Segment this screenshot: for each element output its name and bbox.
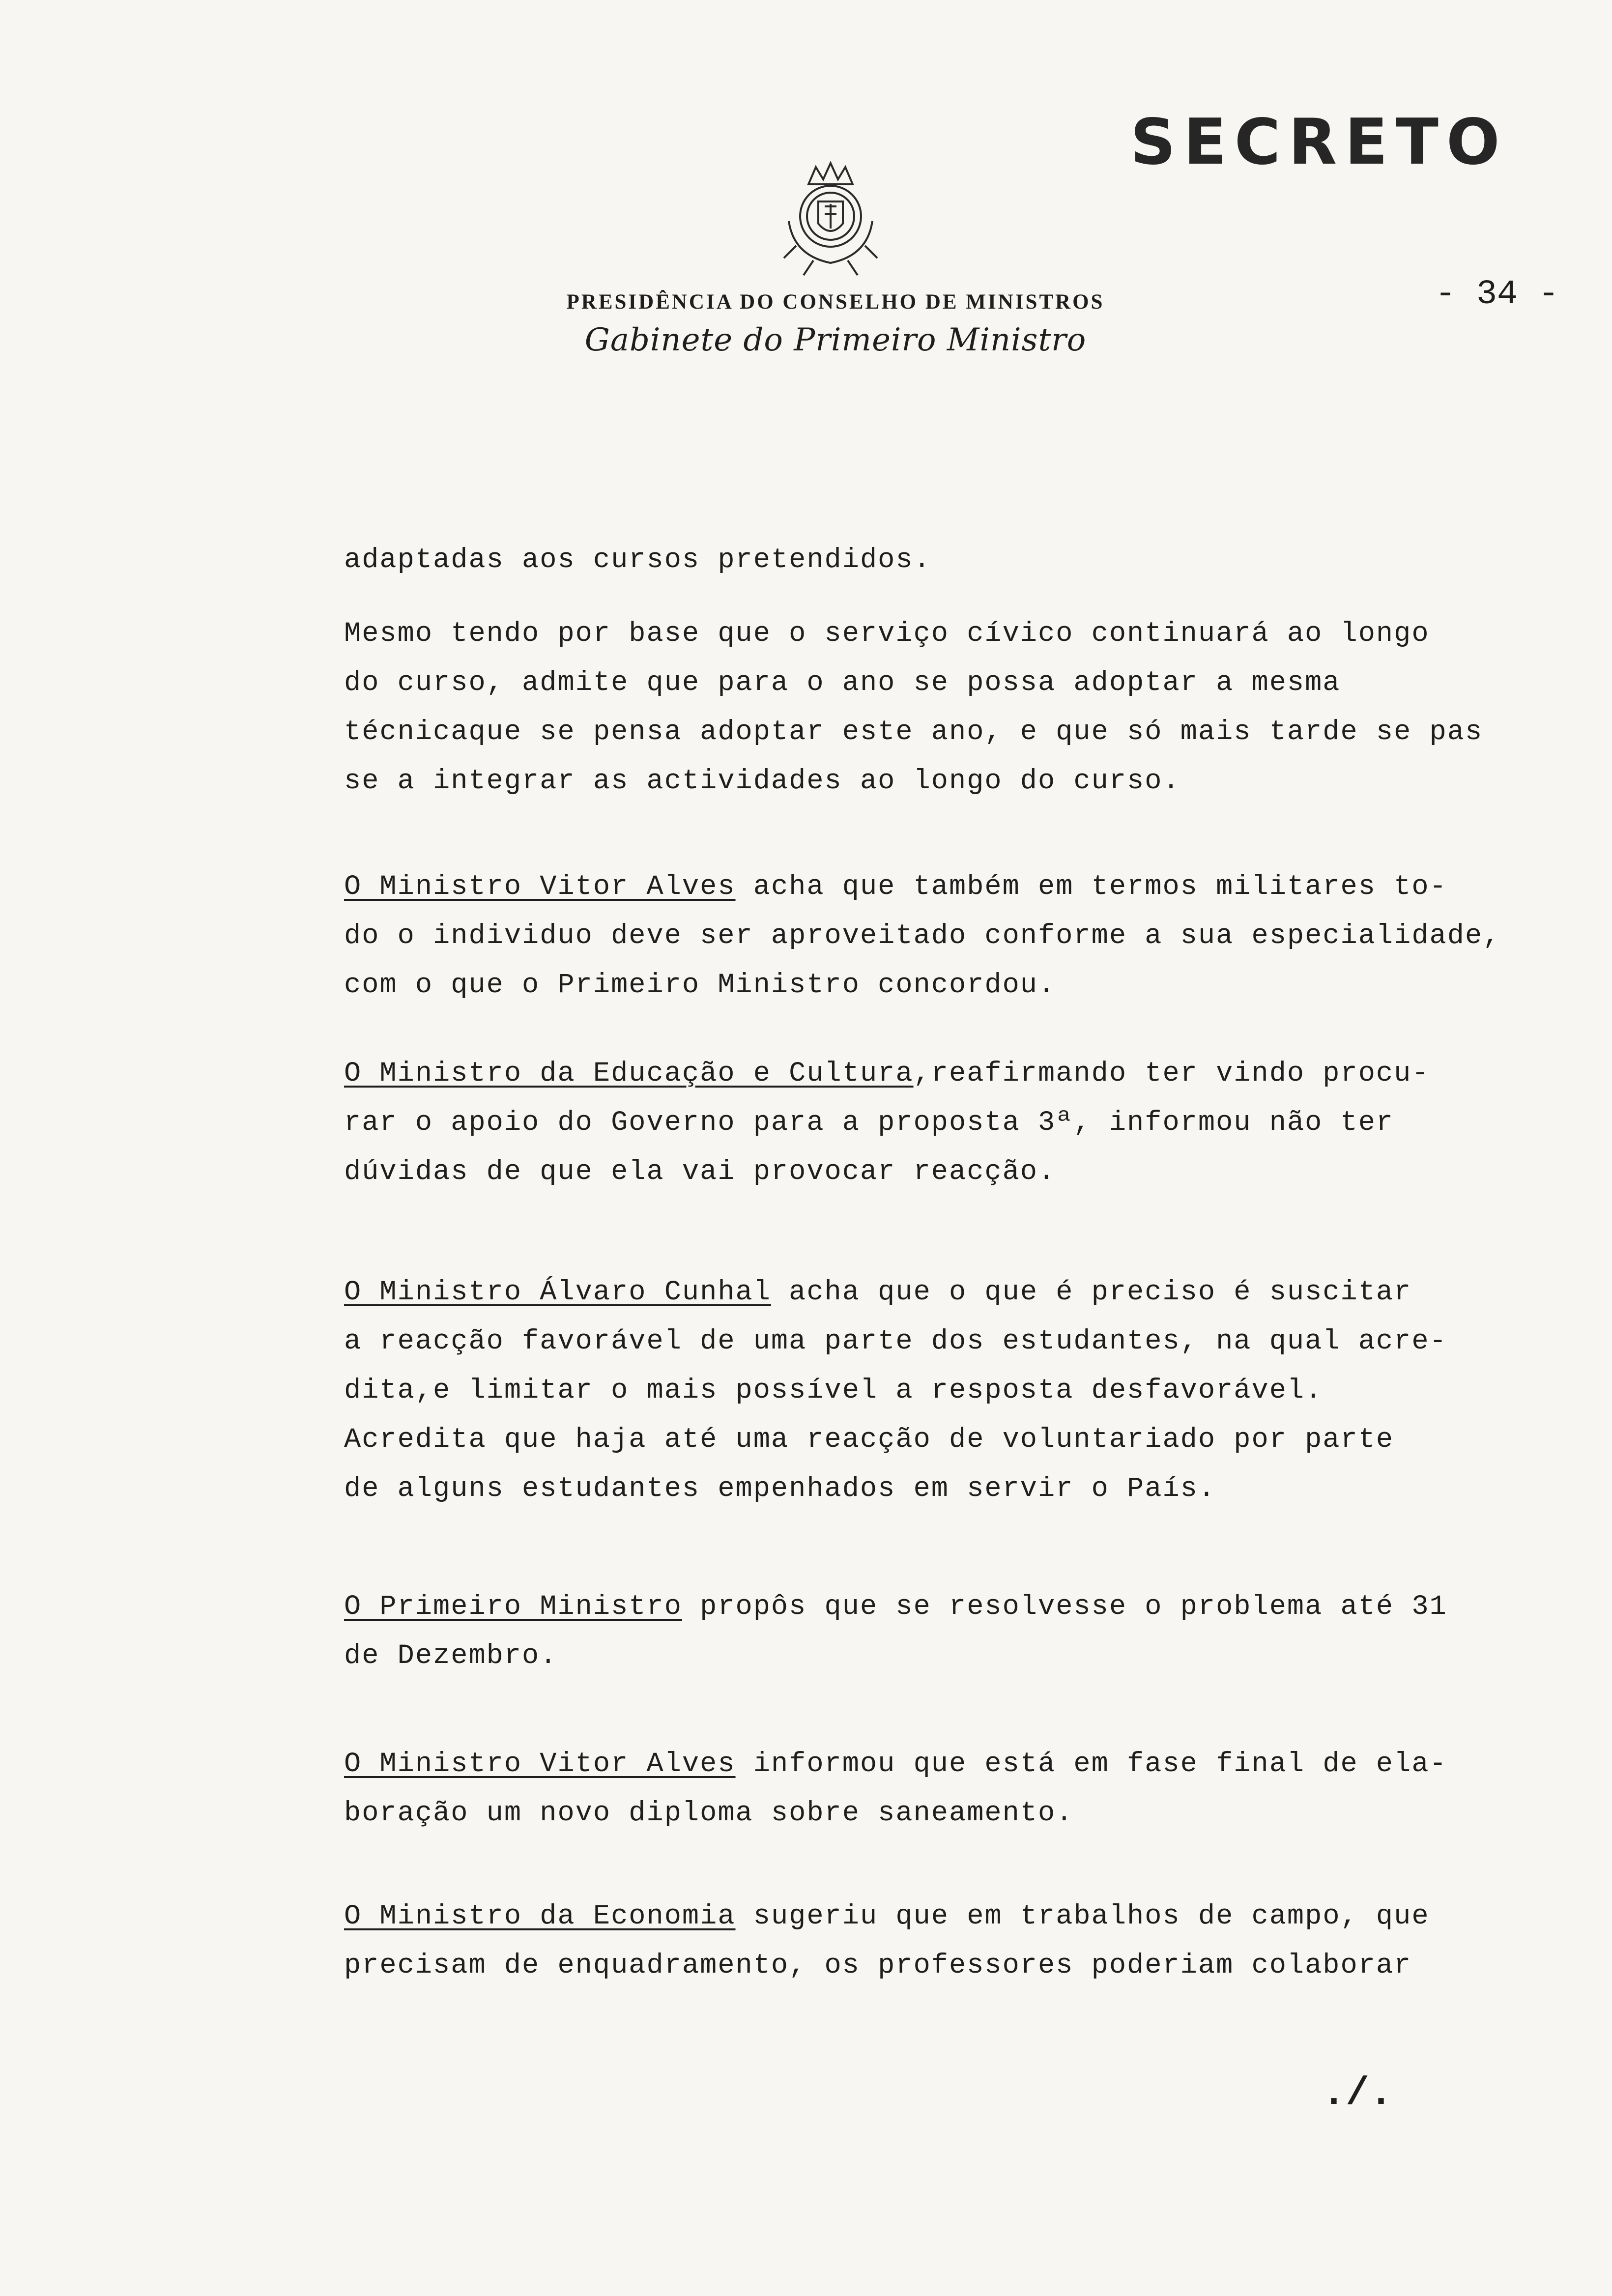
line-rest: acha que também em termos militares to- bbox=[735, 871, 1447, 903]
speaker-name: O Ministro Vitor Alves bbox=[344, 871, 736, 903]
text-line: boração um novo diploma sobre saneamento. bbox=[344, 1798, 1074, 1829]
paragraph-1 bbox=[344, 536, 1504, 585]
text-line: com o que o Primeiro Ministro concordou. bbox=[344, 970, 1056, 1001]
coat-of-arms-icon bbox=[774, 157, 887, 280]
text-line: técnicaque se pensa adoptar este ano, e que só mais tarde se pas bbox=[344, 717, 1483, 748]
speaker-name: O Ministro Vitor Alves bbox=[344, 1749, 736, 1780]
line-rest: acha que o que é preciso é suscitar bbox=[771, 1277, 1412, 1308]
line-rest: propôs que se resolvesse o problema até 31 bbox=[682, 1591, 1447, 1623]
speaker-name: O Ministro Álvaro Cunhal bbox=[344, 1277, 771, 1308]
text-line: adaptadas aos cursos pretendidos. bbox=[344, 545, 931, 576]
text-line: do curso, admite que para o ano se possa adoptar a mesma bbox=[344, 667, 1341, 699]
text-line bbox=[344, 1582, 1504, 1632]
speaker-name: O Ministro da Educação e Cultura bbox=[344, 1058, 914, 1090]
text-line: precisam de enquadramento, os professores poderiam colaborar bbox=[344, 1950, 1412, 1981]
paragraph-4 bbox=[344, 1049, 1504, 1197]
line-rest: informou que está em fase final de ela- bbox=[735, 1749, 1447, 1780]
letterhead-office: PRESIDÊNCIA DO CONSELHO DE MINISTROS bbox=[566, 290, 1105, 314]
continuation-mark: ./. bbox=[1322, 2071, 1393, 2116]
line-rest: sugeriu que em trabalhos de campo, que bbox=[735, 1901, 1430, 1932]
letterhead-subtitle: Gabinete do Primeiro Ministro bbox=[584, 322, 1087, 358]
text-line bbox=[344, 1740, 1504, 1789]
text-line: se a integrar as actividades ao longo do curso. bbox=[344, 766, 1180, 797]
page-number: - 34 - bbox=[1435, 275, 1559, 314]
paragraph-3 bbox=[344, 862, 1504, 1010]
paragraph-6 bbox=[344, 1582, 1504, 1681]
classification-stamp: SECRETO bbox=[1130, 106, 1508, 179]
text-line: Mesmo tendo por base que o serviço cívico continuará ao longo bbox=[344, 618, 1430, 650]
speaker-name: O Primeiro Ministro bbox=[344, 1591, 682, 1623]
text-line: de Dezembro. bbox=[344, 1640, 558, 1672]
text-line bbox=[344, 1268, 1504, 1317]
text-line bbox=[344, 862, 1504, 912]
text-line: Acredita que haja até uma reacção de voluntariado por parte bbox=[344, 1424, 1394, 1456]
paragraph-5 bbox=[344, 1268, 1504, 1514]
speaker-name: O Ministro da Economia bbox=[344, 1901, 736, 1932]
text-line: de alguns estudantes empenhados em servir o País. bbox=[344, 1473, 1216, 1505]
line-rest: ,reafirmando ter vindo procu- bbox=[913, 1058, 1430, 1090]
paragraph-8 bbox=[344, 1892, 1504, 1990]
paragraph-2 bbox=[344, 609, 1504, 806]
text-line: rar o apoio do Governo para a proposta 3ª, informou não ter bbox=[344, 1107, 1394, 1139]
text-line: dúvidas de que ela vai provocar reacção. bbox=[344, 1156, 1056, 1188]
text-line: dita,e limitar o mais possível a resposta desfavorável. bbox=[344, 1375, 1323, 1406]
text-line bbox=[344, 1892, 1504, 1941]
paragraph-7 bbox=[344, 1740, 1504, 1838]
text-line: a reacção favorável de uma parte dos estudantes, na qual acre- bbox=[344, 1326, 1447, 1357]
text-line: do o individuo deve ser aproveitado conforme a sua especialidade, bbox=[344, 920, 1501, 952]
text-line bbox=[344, 1049, 1504, 1098]
